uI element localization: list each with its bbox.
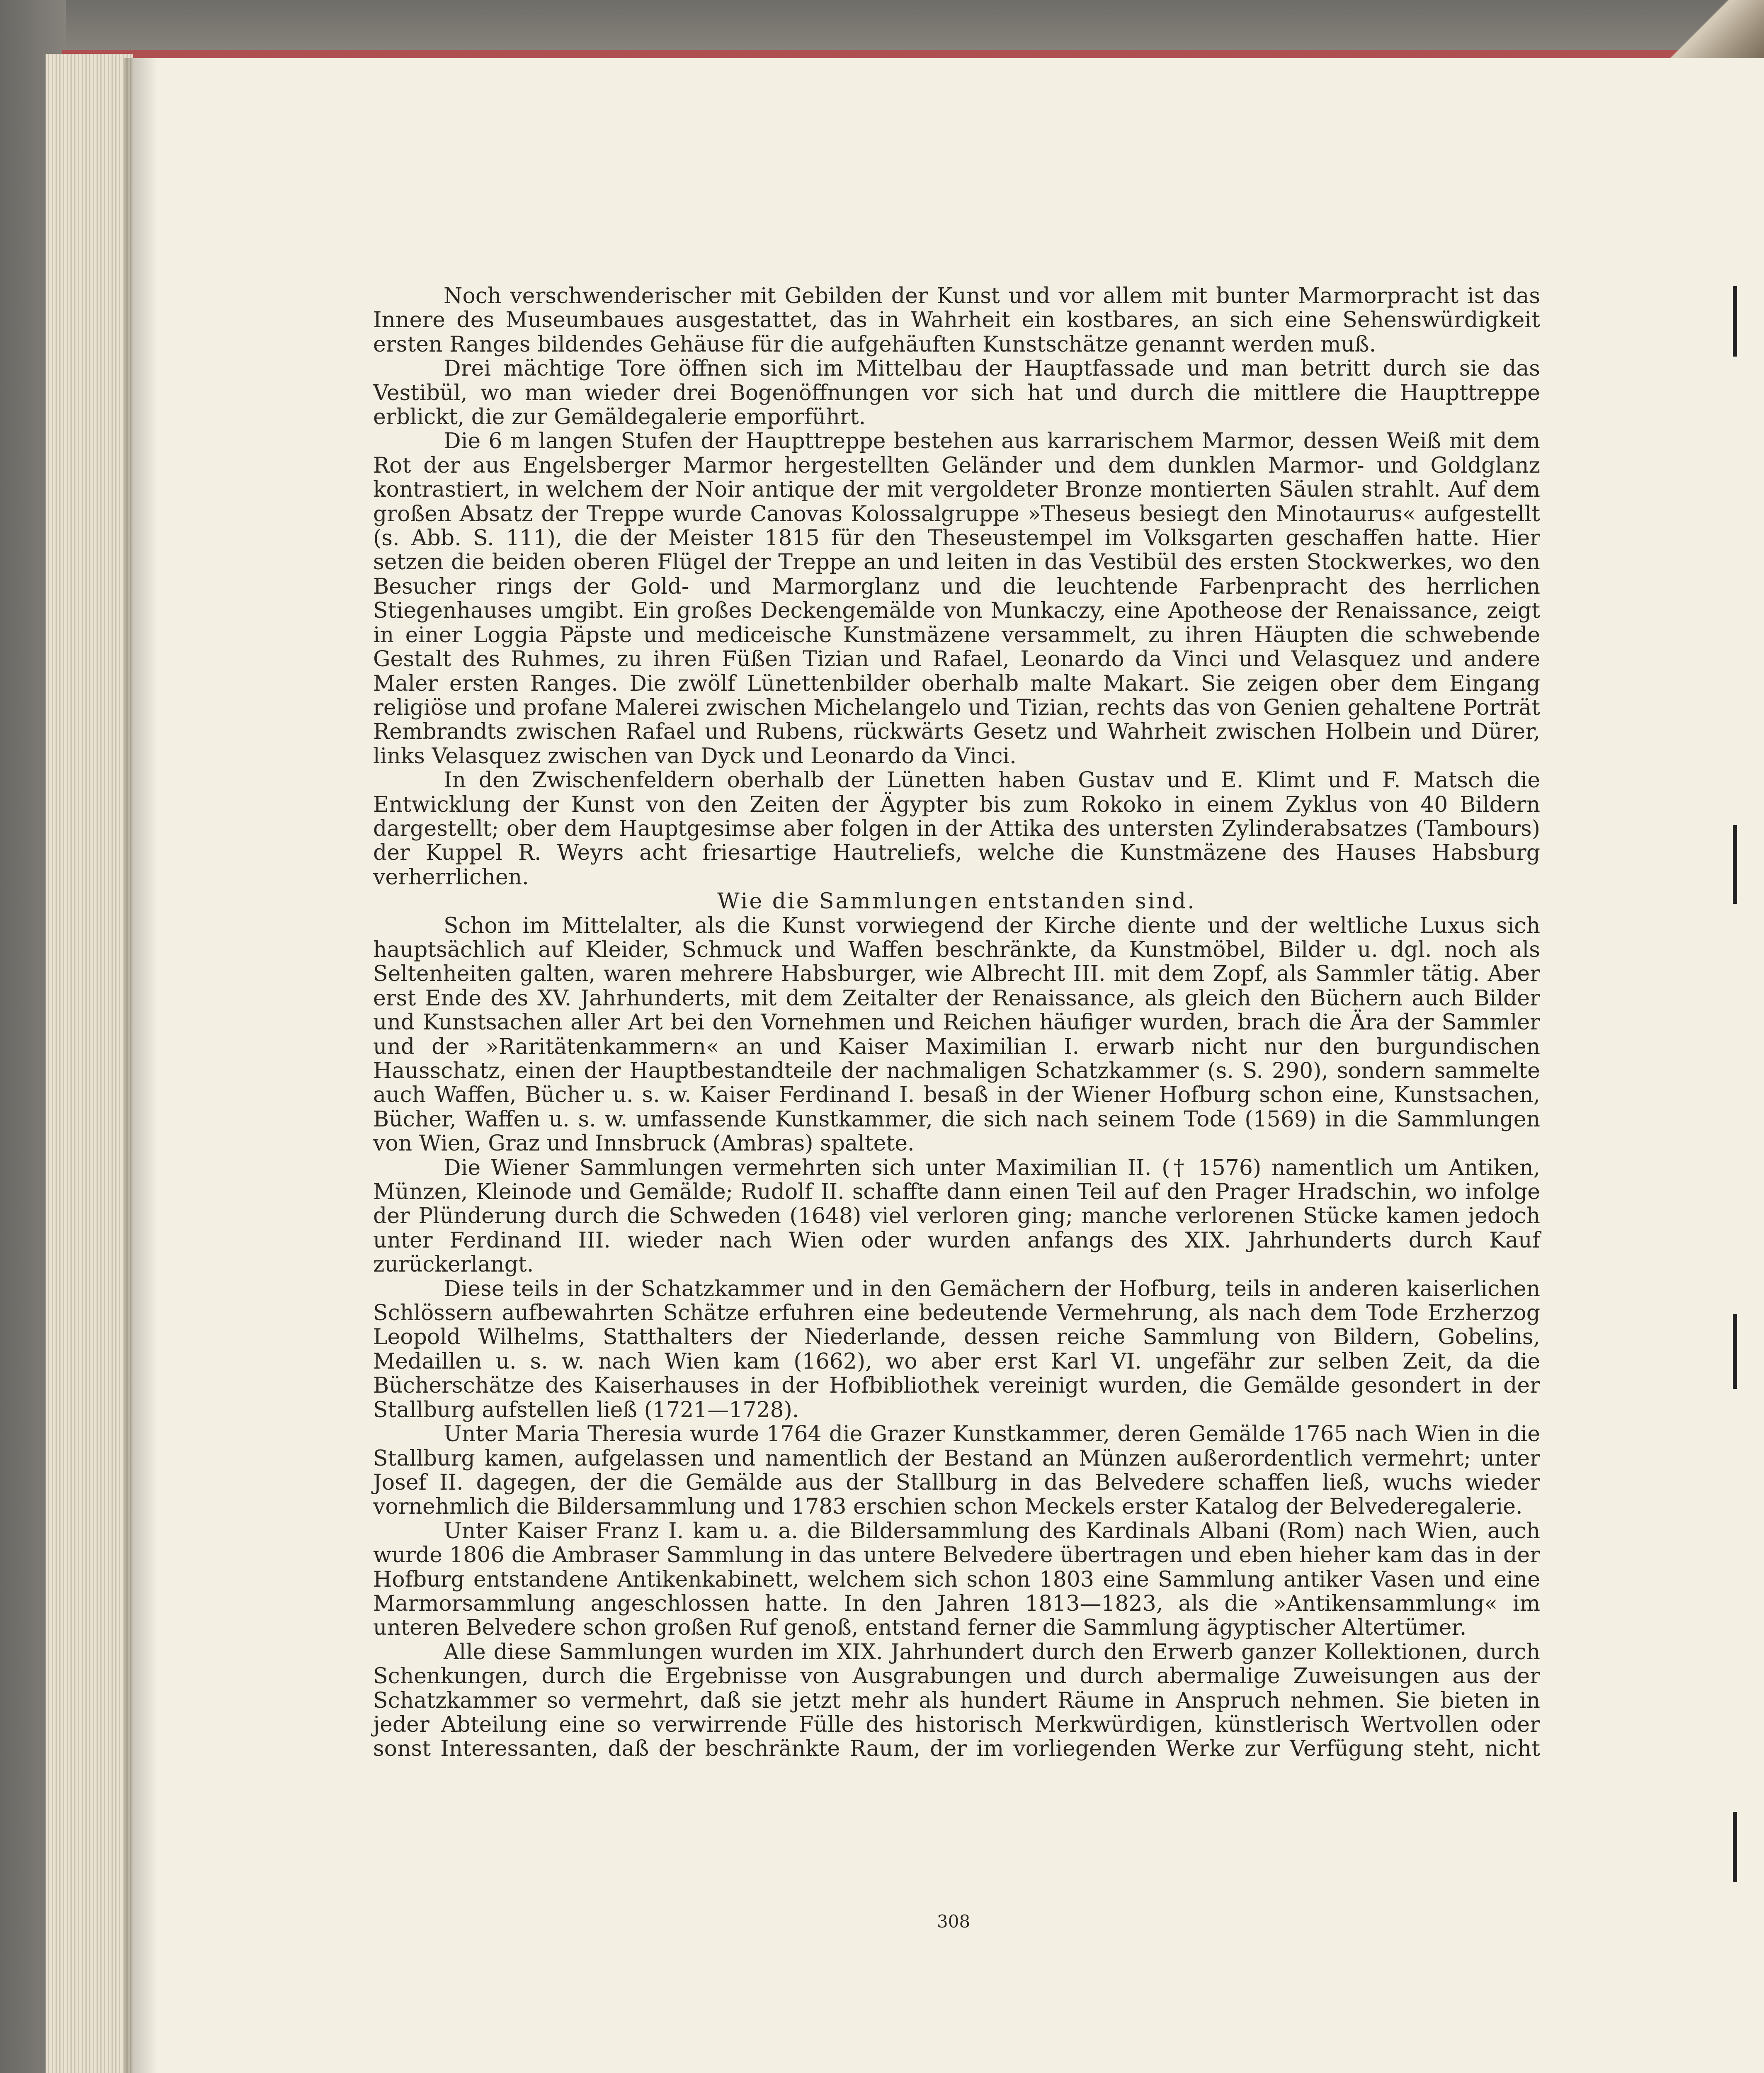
paragraph: Noch verschwenderischer mit Gebilden der Kunst und vor allem mit bunter Marmorpracht ist das Innere des Museumbaues ausgestattet, das in Wahrheit ein kostbares, an sich eine Sehenswürdigkeit ersten Ranges bildendes Gehäuse für die aufgehäuften Kunstschätze genannt werden muß. xyxy=(373,284,1540,357)
page-number: 308 xyxy=(937,1911,971,1932)
margin-mark xyxy=(1733,825,1737,904)
margin-mark xyxy=(1733,1812,1737,1882)
paragraph: Die Wiener Sammlungen vermehrten sich unter Maximilian II. († 1576) namentlich um Antiken, Münzen, Kleinode und Gemälde; Rudolf II. schaffte dann einen Teil auf den Prager Hradschin, wo infolge der Plünderung durch die Schweden (1648) viel verloren ging; manche verlorenen Stücke kamen jedoch unter Ferdinand III. wieder nach Wien oder wurden anfangs des XIX. Jahrhunderts durch Kauf zurückerlangt. xyxy=(373,1155,1540,1277)
cover-red-edge xyxy=(62,50,1764,59)
section-heading: Wie die Sammlungen entstanden sind. xyxy=(717,889,1196,914)
paragraph: Die 6 m langen Stufen der Haupttreppe bestehen aus karrarischem Marmor, dessen Weiß mit dem Rot der aus Engelsberger Marmor hergestellten Geländer und dem dunklen Marmor- und Goldglanz kontrastiert, in welchem der Noir antique der mit vergoldeter Bronze montierten Säulen strahlt. Auf dem großen Absatz der Treppe wurde Canovas Kolossalgruppe »Theseus besiegt den Minotaurus« aufgestellt (s. Abb. S. 111), die der Meister 1815 für den Theseustempel im Volksgarten geschaffen hatte. Hier setzen die beiden oberen Flügel der Treppe an und leiten in das Vestibül des ersten Stockwerkes, wo den Besucher rings der Gold- und Marmorglanz und die leuchtende Farbenpracht des herrlichen Stiegenhauses umgibt. Ein großes Deckengemälde von Munkaczy, eine Apotheose der Renaissance, zeigt in einer Loggia Päpste und mediceische Kunstmäzene versammelt, zu ihren Häupten die schwebende Gestalt des Ruhmes, zu ihren Füßen Tizian und Rafael, Leonardo da Vinci und Velasquez und andere Maler ersten Ranges. Die zwölf Lünettenbilder oberhalb malte Makart. Sie zeigen ober dem Eingang religiöse und profane Malerei zwischen Michelangelo und Tizian, rechts das von Genien gehaltene Porträt Rembrandts zwischen Rafael und Rubens, rückwärts Gesetz und Wahrheit zwischen Holbein und Dürer, links Velasquez zwischen van Dyck und Leonardo da Vinci. xyxy=(373,429,1540,769)
gutter-shadow xyxy=(124,58,158,2073)
article-body xyxy=(373,284,1540,1761)
paragraph: Alle diese Sammlungen wurden im XIX. Jahrhundert durch den Erwerb ganzer Kollektionen, durch Schenkungen, durch die Ergebnisse von Ausgrabungen und durch abermalige Zuweisungen aus der Schatzkammer so vermehrt, daß sie jetzt mehr als hundert Räume in Anspruch nehmen. Sie bieten in jeder Abteilung eine so verwirrende Fülle des historisch Merkwürdigen, künstlerisch Wertvollen oder sonst Interessanten, daß der beschränkte Raum, der im vorliegenden Werke zur Verfügung steht, nicht xyxy=(373,1639,1540,1762)
paragraph: In den Zwischenfeldern oberhalb der Lünetten haben Gustav und E. Klimt und F. Matsch die Entwicklung der Kunst von den Zeiten der Ägypter bis zum Rokoko in einem Zyklus von 40 Bildern dargestellt; ober dem Hauptgesimse aber folgen in der Attika des untersten Zylinderabsatzes (Tambours) der Kuppel R. Weyrs acht friesartige Hautreliefs, welche die Kunstmäzene des Hauses Habsburg verherrlichen. xyxy=(373,768,1540,890)
paragraph: Schon im Mittelalter, als die Kunst vorwiegend der Kirche diente und der weltliche Luxus sich hauptsächlich auf Kleider, Schmuck und Waffen beschränkte, da Kunstmöbel, Bilder u. dgl. noch als Seltenheiten galten, waren mehrere Habsburger, wie Albrecht III. mit dem Zopf, als Sammler tätig. Aber erst Ende des XV. Jahrhunderts, mit dem Zeitalter der Renaissance, als gleich den Büchern auch Bilder und Kunstsachen aller Art bei den Vornehmen und Reichen häufiger wurden, brach die Ära der Sammler und der »Raritätenkammern« an und Kaiser Maximilian I. erwarb nicht nur den burgundischen Hausschatz, einen der Hauptbestandteile der nachmaligen Schatzkammer (s. S. 290), sondern sammelte auch Waffen, Bücher u. s. w. Kaiser Ferdinand I. besaß in der Wiener Hofburg schon eine, Kunstsachen, Bücher, Waffen u. s. w. umfassende Kunstkammer, die sich nach seinem Tode (1569) in die Sammlungen von Wien, Graz und Innsbruck (Ambras) spaltete. xyxy=(373,913,1540,1156)
page-stack-edge xyxy=(46,54,133,2073)
paragraph: Diese teils in der Schatzkammer und in den Gemächern der Hofburg, teils in anderen kaiserlichen Schlössern aufbewahrten Schätze erfuhren eine bedeutende Vermehrung, als nach dem Tode Erzherzog Leopold Wilhelms, Statthalters der Niederlande, dessen reiche Sammlung von Bildern, Gobelins, Medaillen u. s. w. nach Wien kam (1662), wo aber erst Karl VI. ungefähr zur selben Zeit, da die Bücherschätze des Kaiserhauses in der Hofbibliothek vereinigt wurden, die Gemälde gesondert in der Stallburg aufstellen ließ (1721—1728). xyxy=(373,1276,1540,1422)
paragraph: Unter Maria Theresia wurde 1764 die Grazer Kunstkammer, deren Gemälde 1765 nach Wien in die Stallburg kamen, aufgelassen und namentlich der Bestand an Münzen außerordentlich vermehrt; unter Josef II. dagegen, der die Gemälde aus der Stallburg in das Belvedere schaffen ließ, wuchs wieder vornehmlich die Bildersammlung und 1783 erschien schon Meckels erster Katalog der Belvederegalerie. xyxy=(373,1422,1540,1520)
margin-mark xyxy=(1733,1314,1737,1389)
margin-mark xyxy=(1733,286,1737,357)
paragraph: Unter Kaiser Franz I. kam u. a. die Bildersammlung des Kardinals Albani (Rom) nach Wien, auch wurde 1806 die Ambraser Sammlung in das untere Belvedere übertragen und eben hieher kam das in der Hofburg entstandene Antikenkabinett, welchem sich schon 1803 eine Sammlung antiker Vasen und eine Marmorsammlung angeschlossen hatte. In den Jahren 1813—1823, als die »Antikensammlung« im unteren Belvedere schon großen Ruf genoß, entstand ferner die Sammlung ägyptischer Altertümer. xyxy=(373,1518,1540,1641)
paragraph: Drei mächtige Tore öffnen sich im Mittelbau der Hauptfassade und man betritt durch sie das Vestibül, wo man wieder drei Bogenöffnungen vor sich hat und durch die mittlere die Haupttreppe erblickt, die zur Gemäldegalerie emporführt. xyxy=(373,356,1540,430)
